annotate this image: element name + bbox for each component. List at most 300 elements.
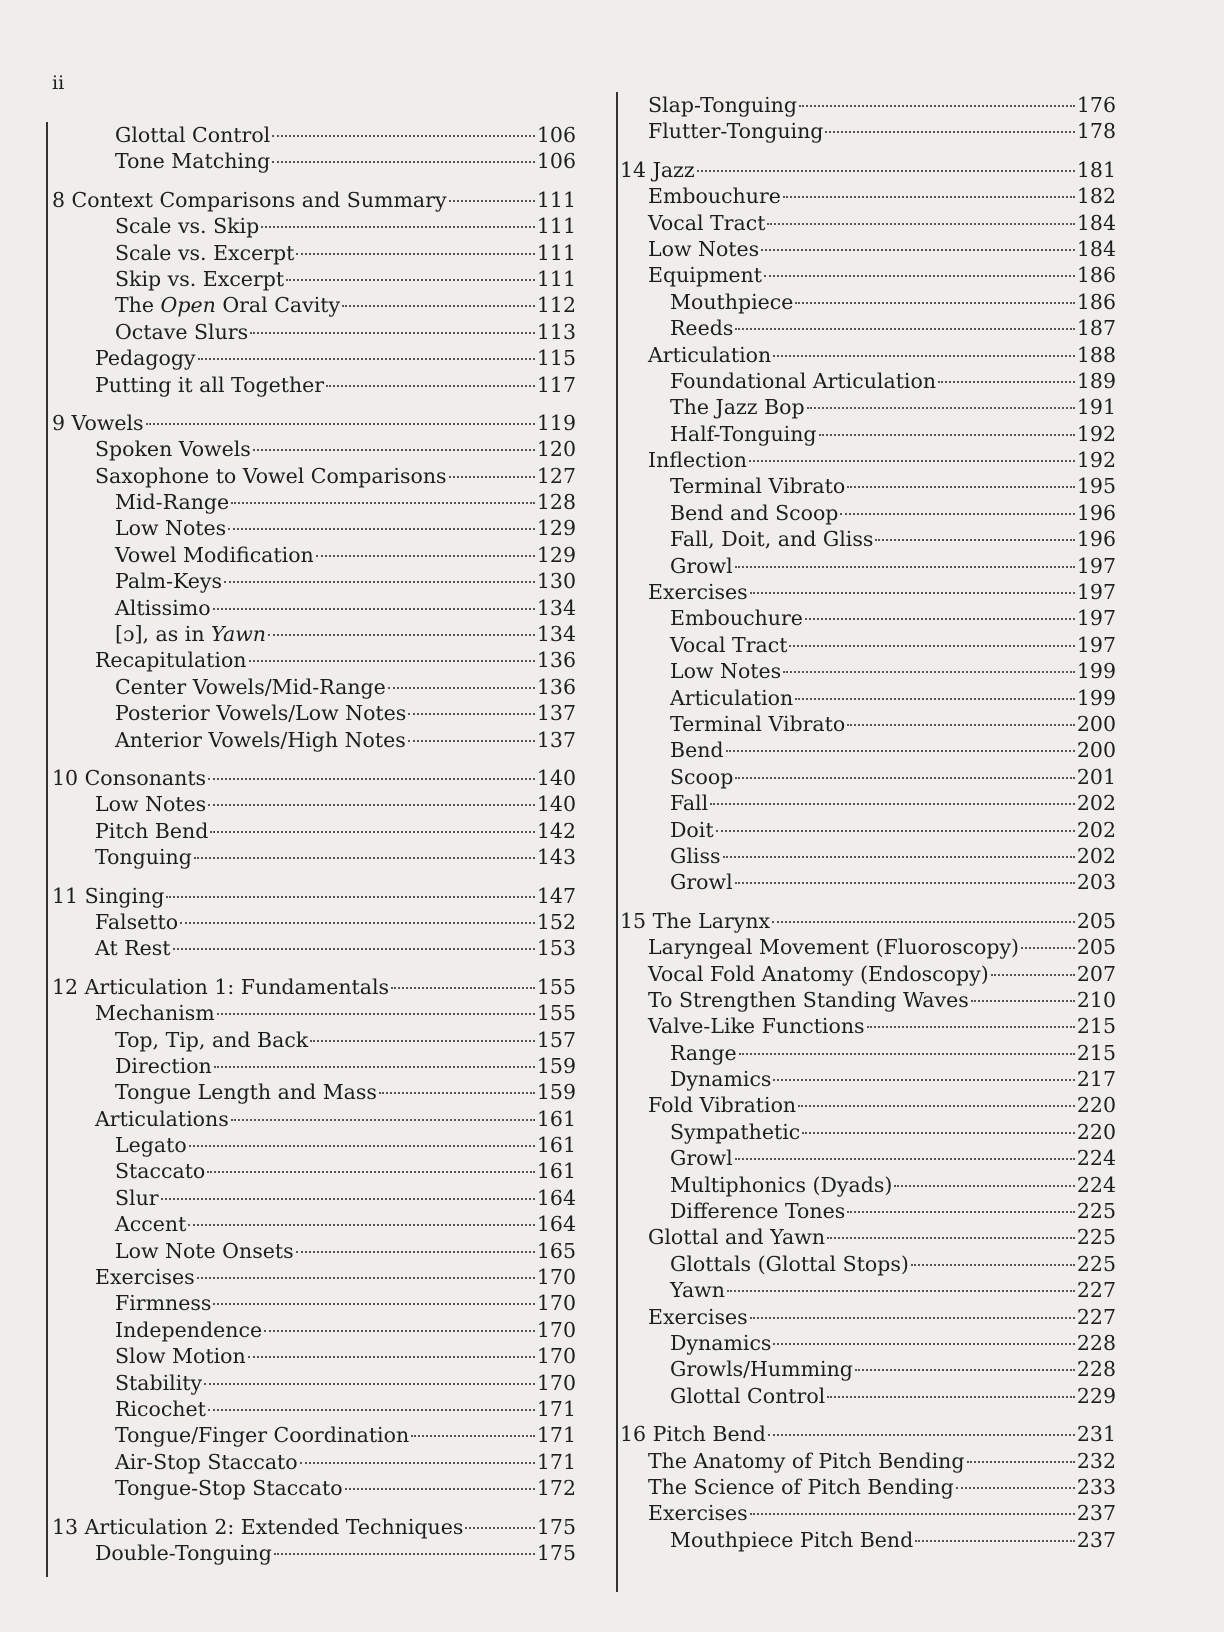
dot-leader: [166, 896, 534, 898]
toc-entry-label: Sympathetic: [670, 1119, 801, 1144]
toc-entry-label: Growls/Humming: [670, 1357, 853, 1382]
toc-entry: [48, 122, 576, 148]
toc-chapter-entry: [48, 765, 576, 791]
dot-leader: [697, 170, 1075, 172]
dot-leader: [272, 135, 535, 137]
toc-entry: [48, 568, 576, 594]
toc-entry: [48, 213, 576, 239]
toc-page-number: 155: [536, 1001, 576, 1026]
dot-leader: [408, 740, 535, 742]
toc-page-number: 188: [1076, 342, 1116, 367]
toc-page-number: 159: [536, 1080, 576, 1105]
toc-page-number: 165: [536, 1238, 576, 1263]
dot-leader: [300, 1462, 535, 1464]
toc-entry-label: Glottals (Glottal Stops): [670, 1251, 909, 1276]
dot-leader: [767, 223, 1074, 225]
toc-entry-label: The Anatomy of Pitch Bending: [648, 1448, 965, 1473]
toc-page-number: 161: [536, 1159, 576, 1184]
toc-entry: [48, 1540, 576, 1566]
toc-entry: [618, 961, 1116, 987]
toc-page-number: 155: [536, 974, 576, 999]
toc-page-number: 192: [1076, 448, 1116, 473]
toc-page-number: 128: [536, 490, 576, 515]
dot-leader: [847, 486, 1075, 488]
toc-entry-label: Falsetto: [95, 909, 179, 934]
toc-entry: [618, 1356, 1116, 1382]
toc-entry-label: Palm-Keys: [115, 569, 223, 594]
toc-entry-label: The Open Oral Cavity: [115, 293, 341, 318]
toc-entry: [618, 1277, 1116, 1303]
dot-leader: [231, 1119, 535, 1121]
toc-entry: [618, 553, 1116, 579]
toc-page-number: 170: [536, 1265, 576, 1290]
toc-entry: [618, 289, 1116, 315]
toc-page-number: 182: [1076, 184, 1116, 209]
toc-entry: [618, 1092, 1116, 1118]
toc-entry: [48, 1396, 576, 1422]
toc-entry: [48, 595, 576, 621]
toc-entry-label: 11 Singing: [52, 883, 165, 908]
toc-page-number: 161: [536, 1106, 576, 1131]
toc-page-number: 175: [536, 1540, 576, 1565]
toc-page-number: 153: [536, 936, 576, 961]
dot-leader: [773, 1343, 1074, 1345]
dot-leader: [855, 1369, 1075, 1371]
toc-page-number: 228: [1076, 1330, 1116, 1355]
dot-leader: [789, 645, 1074, 647]
toc-page-number: 170: [536, 1317, 576, 1342]
toc-entry-label: Exercises: [95, 1265, 195, 1290]
dot-leader: [214, 1066, 535, 1068]
toc-entry: [48, 372, 576, 398]
toc-entry: [48, 1132, 576, 1158]
toc-entry-label: Tongue/Finger Coordination: [115, 1423, 410, 1448]
toc-entry-label: Fold Vibration: [648, 1093, 797, 1118]
dot-leader: [735, 882, 1075, 884]
toc-entry: [618, 1251, 1116, 1277]
toc-page-number: 187: [1076, 316, 1116, 341]
toc-entry-label: Slap-Tonguing: [648, 93, 797, 117]
toc-entry: [48, 647, 576, 673]
toc-entry: [48, 542, 576, 568]
toc-entry-label: Putting it all Together: [95, 372, 325, 397]
toc-page-number: 232: [1076, 1448, 1116, 1473]
toc-entry-label: Exercises: [648, 1501, 748, 1526]
dot-leader: [261, 226, 535, 228]
toc-entry-label: Multiphonics (Dyads): [670, 1172, 893, 1197]
toc-entry-label: 15 The Larynx: [620, 908, 771, 933]
toc-entry-label: 14 Jazz: [620, 157, 695, 182]
toc-chapter-entry: [48, 410, 576, 436]
toc-entry-label: Tongue Length and Mass: [115, 1080, 377, 1105]
toc-entry-label: Slur: [115, 1185, 159, 1210]
toc-page-number: 200: [1076, 738, 1116, 763]
toc-entry: [618, 473, 1116, 499]
toc-entry: [618, 685, 1116, 711]
toc-entry: [48, 1000, 576, 1026]
toc-page-number: 152: [536, 909, 576, 934]
toc-page-number: 202: [1076, 791, 1116, 816]
toc-entry-label: 13 Articulation 2: Extended Techniques: [52, 1514, 464, 1539]
dot-leader: [807, 407, 1075, 409]
toc-page-number: 120: [536, 437, 576, 462]
toc-entry-label: Equipment: [648, 263, 762, 288]
page-number: ii: [52, 72, 65, 94]
dot-leader: [198, 358, 535, 360]
toc-entry: [48, 791, 576, 817]
dot-leader: [783, 196, 1075, 198]
toc-left-column: [46, 122, 576, 1577]
dot-leader: [894, 1185, 1074, 1187]
dot-leader: [799, 105, 1075, 107]
toc-entry-label: Direction: [115, 1053, 212, 1078]
dot-leader: [326, 385, 535, 387]
toc-entry: [48, 1238, 576, 1264]
dot-leader: [739, 1053, 1075, 1055]
dot-leader: [213, 1303, 534, 1305]
dot-leader: [991, 974, 1075, 976]
dot-leader: [188, 1224, 535, 1226]
toc-page-number: 143: [536, 845, 576, 870]
toc-entry: [48, 818, 576, 844]
toc-entry-label: Vocal Fold Anatomy (Endoscopy): [648, 961, 989, 986]
toc-entry-label: Mid-Range: [115, 490, 230, 515]
dot-leader: [735, 777, 1075, 779]
dot-leader: [213, 608, 535, 610]
dot-leader: [210, 831, 535, 833]
toc-entry: [48, 1343, 576, 1369]
toc-entry-label: Dynamics: [670, 1067, 772, 1092]
toc-entry-label: Top, Tip, and Back: [115, 1027, 309, 1052]
dot-leader: [764, 275, 1075, 277]
toc-entry: [48, 463, 576, 489]
toc-entry-label: Glottal Control: [670, 1383, 826, 1408]
dot-leader: [268, 634, 535, 636]
toc-entry: [48, 727, 576, 753]
toc-entry-label: Glottal and Yawn: [648, 1225, 826, 1250]
toc-entry-label: Octave Slurs: [115, 319, 249, 344]
toc-page-number: 147: [536, 883, 576, 908]
toc-entry-label: Valve-Like Functions: [648, 1014, 865, 1039]
dot-leader: [146, 423, 535, 425]
toc-entry: [618, 394, 1116, 420]
toc-entry-label: At Rest: [95, 936, 171, 961]
dot-leader: [204, 1383, 535, 1385]
toc-entry-label: Anterior Vowels/High Notes: [115, 727, 406, 752]
dot-leader: [228, 528, 535, 530]
dot-leader: [194, 857, 535, 859]
toc-entry-label: The Science of Pitch Bending: [648, 1474, 954, 1499]
dot-leader: [967, 1461, 1075, 1463]
toc-entry: [618, 447, 1116, 473]
dot-leader: [749, 460, 1075, 462]
toc-entry: [48, 1211, 576, 1237]
dot-leader: [208, 804, 535, 806]
toc-entry: [48, 1370, 576, 1396]
toc-entry: [48, 1027, 576, 1053]
toc-page-number: 106: [536, 149, 576, 174]
toc-page-number: 201: [1076, 764, 1116, 789]
toc-entry: [48, 240, 576, 266]
toc-entry-label: Stability: [115, 1370, 203, 1395]
dot-leader: [316, 555, 535, 557]
toc-entry-label: Tongue-Stop Staccato: [115, 1476, 343, 1501]
toc-page-number: 191: [1076, 395, 1116, 420]
dot-leader: [750, 1513, 1075, 1515]
dot-leader: [274, 1553, 535, 1555]
dot-leader: [971, 1000, 1075, 1002]
toc-page-number: 170: [536, 1370, 576, 1395]
toc-entry: [48, 436, 576, 462]
dot-leader: [180, 922, 535, 924]
dot-leader: [798, 1105, 1075, 1107]
toc-entry: [48, 1053, 576, 1079]
toc-entry-label: Pedagogy: [95, 346, 196, 371]
toc-entry: [618, 1448, 1116, 1474]
dot-leader: [772, 921, 1075, 923]
toc-entry: [618, 1198, 1116, 1224]
dot-leader: [217, 1013, 535, 1015]
toc-entry-label: Tonguing: [95, 845, 192, 870]
toc-entry-label: Fall, Doit, and Gliss: [670, 527, 874, 552]
toc-entry: [618, 1066, 1116, 1092]
toc-entry-label: Legato: [115, 1133, 187, 1158]
toc-page-number: 164: [536, 1212, 576, 1237]
dot-leader: [224, 581, 535, 583]
toc-page-number: 134: [536, 622, 576, 647]
toc-entry-label: 16 Pitch Bend: [620, 1422, 766, 1447]
toc-page-number: 172: [536, 1476, 576, 1501]
toc-entry: [618, 1474, 1116, 1500]
toc-entry: [618, 987, 1116, 1013]
toc-page-number: 178: [1076, 119, 1116, 144]
toc-entry: [48, 1290, 576, 1316]
toc-entry-label: Fall: [670, 791, 709, 816]
toc-entry-label: Difference Tones: [670, 1199, 846, 1224]
toc-entry: [48, 515, 576, 541]
dot-leader: [296, 253, 534, 255]
toc-page-number: 142: [536, 818, 576, 843]
toc-entry-label: Growl: [670, 1146, 733, 1171]
toc-page-number: 184: [1076, 210, 1116, 235]
toc-page-number: 199: [1076, 685, 1116, 710]
dot-leader: [750, 1317, 1075, 1319]
toc-entry: [618, 500, 1116, 526]
dot-leader: [840, 513, 1074, 515]
toc-entry-label: Half-Tonguing: [670, 421, 817, 446]
toc-entry-label: Glottal Control: [115, 123, 271, 147]
toc-entry-label: Tone Matching: [115, 149, 271, 174]
toc-page-number: 129: [536, 516, 576, 541]
toc-entry-label: Posterior Vowels/Low Notes: [115, 701, 407, 726]
toc-page-number: 106: [536, 123, 576, 147]
toc-page-number: 202: [1076, 817, 1116, 842]
toc-entry: [618, 790, 1116, 816]
dot-leader: [197, 1277, 535, 1279]
dot-leader: [208, 778, 535, 780]
toc-page-number: 127: [536, 463, 576, 488]
toc-entry-label: Low Note Onsets: [115, 1238, 294, 1263]
toc-entry-label: Slow Motion: [115, 1344, 246, 1369]
toc-entry: [618, 579, 1116, 605]
toc-entry-label: [ɔ], as in Yawn: [115, 622, 266, 647]
toc-entry-label: Bend and Scoop: [670, 500, 839, 525]
dot-leader: [735, 1158, 1075, 1160]
dot-leader: [388, 687, 535, 689]
toc-entry: [618, 1172, 1116, 1198]
toc-entry-label: Saxophone to Vowel Comparisons: [95, 463, 447, 488]
dot-leader: [1021, 947, 1075, 949]
toc-entry: [618, 1119, 1116, 1145]
dot-leader: [286, 279, 535, 281]
toc-entry-label: Firmness: [115, 1291, 212, 1316]
toc-page-number: 117: [536, 372, 576, 397]
toc-page-number: 233: [1076, 1474, 1116, 1499]
toc-chapter-entry: [48, 187, 576, 213]
toc-entry: [618, 1145, 1116, 1171]
toc-entry-label: Articulation: [648, 342, 772, 367]
toc-page-number: 136: [536, 674, 576, 699]
toc-page-number: 111: [536, 187, 576, 212]
toc-entry-label: Range: [670, 1040, 737, 1065]
toc-entry-label: Staccato: [115, 1159, 206, 1184]
dot-leader: [726, 750, 1075, 752]
toc-entry: [48, 1475, 576, 1501]
toc-page-number: 192: [1076, 421, 1116, 446]
toc-entry-label: Accent: [115, 1212, 187, 1237]
dot-leader: [345, 1488, 535, 1490]
toc-page-number: 215: [1076, 1040, 1116, 1065]
toc-page-number: 186: [1076, 263, 1116, 288]
dot-leader: [802, 1132, 1075, 1134]
toc-entry: [618, 737, 1116, 763]
dot-leader: [735, 328, 1075, 330]
toc-entry-label: Inflection: [648, 448, 747, 473]
toc-page-number: 217: [1076, 1067, 1116, 1092]
toc-page-number: 227: [1076, 1278, 1116, 1303]
dot-leader: [819, 434, 1075, 436]
toc-page-number: 136: [536, 648, 576, 673]
toc-entry-label: Growl: [670, 553, 733, 578]
toc-entry-label: Center Vowels/Mid-Range: [115, 674, 386, 699]
toc-page-number: 137: [536, 701, 576, 726]
dot-leader: [847, 724, 1075, 726]
toc-entry-label: Bend: [670, 738, 724, 763]
dot-leader: [231, 502, 535, 504]
dot-leader: [249, 660, 535, 662]
toc-entry-label: Growl: [670, 870, 733, 895]
dot-leader: [408, 713, 535, 715]
toc-entry: [618, 843, 1116, 869]
toc-entry-label: 8 Context Comparisons and Summary: [52, 187, 447, 212]
dot-leader: [465, 1527, 534, 1529]
toc-entry-label: Embouchure: [670, 606, 803, 631]
toc-chapter-entry: [618, 908, 1116, 934]
toc-entry: [618, 236, 1116, 262]
toc-entry-label: Mouthpiece: [670, 289, 794, 314]
toc-page-number: 171: [536, 1423, 576, 1448]
dot-leader: [716, 830, 1075, 832]
dot-leader: [250, 332, 535, 334]
toc-entry: [48, 909, 576, 935]
toc-entry: [618, 92, 1116, 118]
toc-page-number: 175: [536, 1514, 576, 1539]
toc-entry-label: Dynamics: [670, 1330, 772, 1355]
toc-entry-label: Foundational Articulation: [670, 368, 937, 393]
toc-page-number: 137: [536, 727, 576, 752]
toc-entry-label: 9 Vowels: [52, 410, 144, 435]
toc-page-number: 197: [1076, 580, 1116, 605]
toc-entry: [48, 266, 576, 292]
toc-entry: [618, 368, 1116, 394]
toc-entry: [618, 262, 1116, 288]
toc-entry-label: Flutter-Tonguing: [648, 119, 824, 144]
toc-entry-label: Ricochet: [115, 1396, 206, 1421]
dot-leader: [727, 1290, 1075, 1292]
dot-leader: [761, 249, 1075, 251]
toc-page-number: 129: [536, 542, 576, 567]
toc-page-number: 119: [536, 410, 576, 435]
toc-entry: [48, 1185, 576, 1211]
toc-page-number: 229: [1076, 1383, 1116, 1408]
toc-entry-label: Vowel Modification: [115, 542, 314, 567]
toc-page-number: 203: [1076, 870, 1116, 895]
toc-page-number: 207: [1076, 961, 1116, 986]
toc-entry: [48, 1422, 576, 1448]
toc-entry: [48, 1158, 576, 1184]
toc-entry-label: 12 Articulation 1: Fundamentals: [52, 974, 390, 999]
toc-page-number: 170: [536, 1291, 576, 1316]
dot-leader: [805, 618, 1075, 620]
dot-leader: [847, 1211, 1075, 1213]
dot-leader: [795, 698, 1075, 700]
dot-leader: [207, 1171, 535, 1173]
toc-entry: [618, 1224, 1116, 1250]
toc-entry: [48, 489, 576, 515]
dot-leader: [750, 592, 1075, 594]
toc-page-number: 227: [1076, 1304, 1116, 1329]
toc-page-number: 197: [1076, 553, 1116, 578]
dot-leader: [449, 200, 535, 202]
toc-entry: [618, 421, 1116, 447]
toc-page-number: 115: [536, 346, 576, 371]
toc-page-number: 184: [1076, 236, 1116, 261]
toc-page-number: 225: [1076, 1199, 1116, 1224]
toc-entry: [48, 1106, 576, 1132]
dot-leader: [248, 1356, 535, 1358]
toc-page-number: 215: [1076, 1014, 1116, 1039]
toc-entry: [618, 1304, 1116, 1330]
toc-entry-label: Scale vs. Excerpt: [115, 240, 295, 265]
dot-leader: [379, 1092, 535, 1094]
toc-page-number: 171: [536, 1396, 576, 1421]
toc-entry: [48, 1079, 576, 1105]
toc-page-number: 111: [536, 214, 576, 239]
toc-page-number: 220: [1076, 1093, 1116, 1118]
toc-entry: [618, 658, 1116, 684]
toc-page-number: 161: [536, 1133, 576, 1158]
toc-chapter-entry: [48, 974, 576, 1000]
dot-leader: [296, 1251, 535, 1253]
toc-entry: [618, 315, 1116, 341]
toc-entry: [618, 1040, 1116, 1066]
toc-entry-label: Air-Stop Staccato: [115, 1449, 298, 1474]
toc-page-number: 181: [1076, 157, 1116, 182]
toc-page-number: 159: [536, 1053, 576, 1078]
toc-page-number: 176: [1076, 93, 1116, 117]
toc-entry-label: Altissimo: [115, 595, 211, 620]
toc-entry: [48, 319, 576, 345]
